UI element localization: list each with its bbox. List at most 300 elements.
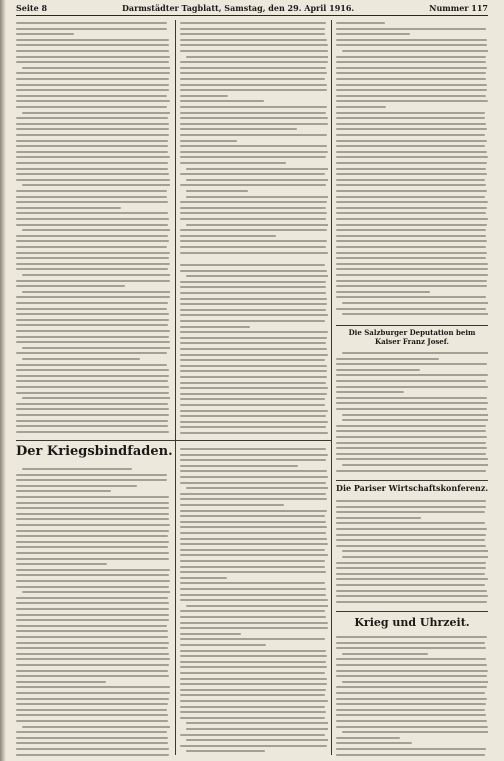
masthead: Darmstädter Tagblatt, Samstag, den 29. April 1916. <box>121 3 355 13</box>
text-line <box>336 33 410 35</box>
text-line <box>342 731 488 733</box>
text-line <box>180 410 328 412</box>
text-line <box>180 33 325 35</box>
text-line <box>336 720 487 722</box>
text-line <box>336 408 487 410</box>
text-line <box>336 179 485 181</box>
text-line <box>186 190 248 192</box>
text-line <box>16 658 170 660</box>
text-line <box>16 212 168 214</box>
text-line <box>336 698 487 700</box>
text-line <box>336 168 486 170</box>
text-line <box>336 374 488 376</box>
text-line <box>16 190 167 192</box>
text-line <box>16 675 169 677</box>
text-line <box>336 112 485 114</box>
text-line <box>186 722 328 724</box>
text-line <box>336 67 487 69</box>
text-line <box>336 84 487 86</box>
text-line <box>180 264 325 266</box>
text-line <box>180 67 326 69</box>
text-line <box>16 375 169 377</box>
text-line <box>180 84 327 86</box>
text-line <box>180 426 326 428</box>
text-line <box>16 257 169 259</box>
text-line <box>16 414 169 416</box>
text-line <box>336 235 486 237</box>
text-line <box>336 402 488 404</box>
text-line <box>16 330 170 332</box>
text-line <box>336 134 485 136</box>
text-line <box>16 714 168 716</box>
text-line <box>16 748 169 750</box>
text-line <box>180 246 326 248</box>
text-line <box>336 78 486 80</box>
text-line <box>16 664 169 666</box>
text-line <box>336 274 488 276</box>
page-header <box>16 3 488 16</box>
text-line <box>336 675 487 677</box>
text-line <box>180 610 325 612</box>
page-label: Seite 8 <box>16 3 48 13</box>
deputation-title: Die Salzburger Deputation beim Kaiser Franz Josef. <box>348 328 476 346</box>
text-line <box>186 224 328 226</box>
text-line <box>180 348 327 350</box>
text-line <box>16 22 167 24</box>
text-line <box>16 386 169 388</box>
text-line <box>180 382 326 384</box>
text-line <box>336 369 420 371</box>
text-line <box>16 742 168 744</box>
text-line <box>16 117 168 119</box>
section-rule <box>336 325 488 326</box>
text-line <box>16 496 169 498</box>
text-line <box>16 485 137 487</box>
text-line <box>186 56 328 58</box>
text-line <box>186 605 328 607</box>
text-line <box>16 630 168 632</box>
text-line <box>180 526 327 528</box>
text-line <box>342 550 488 552</box>
text-line <box>16 173 169 175</box>
text-line <box>180 706 325 708</box>
text-line <box>180 184 326 186</box>
text-line <box>16 240 169 242</box>
column-3-wirtschaft-text <box>336 498 488 606</box>
text-line <box>336 56 486 58</box>
text-line <box>180 711 326 713</box>
text-line <box>22 358 140 360</box>
text-line <box>16 33 74 35</box>
text-line <box>342 414 488 416</box>
text-line <box>336 358 439 360</box>
text-line <box>180 510 327 512</box>
text-line <box>180 700 328 702</box>
text-line <box>16 28 167 30</box>
text-line <box>180 100 264 102</box>
text-line <box>180 459 326 461</box>
text-line <box>16 50 169 52</box>
text-line <box>16 218 169 220</box>
text-line <box>16 72 170 74</box>
text-line <box>16 619 169 621</box>
text-line <box>336 714 486 716</box>
text-line <box>16 490 111 492</box>
section-rule <box>16 440 331 441</box>
text-line <box>180 151 328 153</box>
text-line <box>16 569 170 571</box>
text-line <box>336 72 486 74</box>
text-line <box>180 476 328 478</box>
text-line <box>180 61 328 63</box>
text-line <box>180 661 326 663</box>
text-line <box>180 134 327 136</box>
text-line <box>336 128 487 130</box>
text-line <box>16 89 169 91</box>
text-line <box>336 545 486 547</box>
text-line <box>16 681 106 683</box>
text-line <box>336 567 486 569</box>
column-2-top-text <box>180 20 328 255</box>
text-line <box>180 365 327 367</box>
text-line <box>16 95 167 97</box>
text-line <box>16 364 167 366</box>
text-line <box>180 465 298 467</box>
text-line <box>336 117 485 119</box>
text-line <box>16 541 169 543</box>
text-line <box>336 190 487 192</box>
text-line <box>180 173 325 175</box>
text-line <box>180 370 327 372</box>
text-line <box>180 342 326 344</box>
text-line <box>336 670 488 672</box>
text-line <box>16 145 168 147</box>
text-line <box>180 359 325 361</box>
text-line <box>336 590 487 592</box>
text-line <box>336 89 487 91</box>
text-line <box>180 694 325 696</box>
text-line <box>186 750 265 752</box>
text-line <box>180 156 326 158</box>
text-line <box>336 703 486 705</box>
text-line <box>336 212 486 214</box>
text-line <box>336 151 487 153</box>
text-line <box>16 408 169 410</box>
text-line <box>180 594 326 596</box>
text-line <box>22 67 170 69</box>
text-line <box>336 584 485 586</box>
text-line <box>180 745 327 747</box>
text-line <box>336 291 430 293</box>
text-line <box>180 286 326 288</box>
text-line <box>16 156 170 158</box>
text-line <box>16 709 167 711</box>
text-line <box>22 184 170 186</box>
text-line <box>336 145 485 147</box>
text-line <box>180 588 326 590</box>
text-line <box>180 320 325 322</box>
text-line <box>180 292 326 294</box>
text-line <box>16 341 170 343</box>
text-line <box>180 666 327 668</box>
text-line <box>16 100 170 102</box>
text-line <box>336 647 486 649</box>
text-line <box>336 106 386 108</box>
column-2-middle-text <box>180 262 328 437</box>
text-line <box>180 281 326 283</box>
text-line <box>336 140 487 142</box>
text-line <box>16 636 168 638</box>
text-line <box>180 354 328 356</box>
text-line <box>180 326 250 328</box>
text-line <box>336 207 487 209</box>
text-line <box>180 376 327 378</box>
text-line <box>180 554 328 556</box>
text-line <box>180 270 327 272</box>
text-line <box>180 734 325 736</box>
text-line <box>16 352 167 354</box>
text-line <box>180 415 326 417</box>
text-line <box>16 552 169 554</box>
text-line <box>180 650 326 652</box>
column-3-deputation-text <box>336 350 488 475</box>
text-line <box>180 582 325 584</box>
text-line <box>336 196 485 198</box>
text-line <box>180 599 328 601</box>
text-line <box>342 419 488 421</box>
text-line <box>16 502 169 504</box>
text-line <box>342 313 488 315</box>
text-line <box>336 61 486 63</box>
text-line <box>16 140 168 142</box>
text-line <box>180 128 297 130</box>
text-line <box>16 179 170 181</box>
text-line <box>180 633 241 635</box>
text-line <box>336 709 485 711</box>
text-line <box>180 644 266 646</box>
text-line <box>336 601 487 603</box>
column-1-bottom-text <box>16 466 170 756</box>
text-line <box>16 737 168 739</box>
text-line <box>186 168 328 170</box>
text-line <box>16 78 169 80</box>
text-line <box>16 308 167 310</box>
text-line <box>16 319 169 321</box>
text-line <box>336 363 487 365</box>
text-line <box>336 201 488 203</box>
issue-number: Nummer 117 <box>429 3 488 13</box>
text-line <box>16 625 167 627</box>
column-3-uhrzeit-text <box>336 634 488 756</box>
text-line <box>336 22 385 24</box>
text-line <box>22 468 132 470</box>
text-line <box>336 224 487 226</box>
text-line <box>180 560 325 562</box>
text-line <box>342 302 488 304</box>
text-line <box>336 397 487 399</box>
text-line <box>16 530 169 532</box>
text-line <box>180 39 327 41</box>
text-line <box>336 391 404 393</box>
text-line <box>16 252 170 254</box>
text-line <box>180 549 325 551</box>
text-line <box>336 252 487 254</box>
text-line <box>336 95 486 97</box>
text-line <box>336 453 486 455</box>
text-line <box>180 140 237 142</box>
text-line <box>16 369 169 371</box>
text-line <box>180 331 328 333</box>
text-line <box>16 602 169 604</box>
text-line <box>336 240 487 242</box>
text-line <box>180 112 326 114</box>
text-line <box>16 313 169 315</box>
text-line <box>16 703 168 705</box>
text-line <box>180 543 328 545</box>
text-line <box>16 106 167 108</box>
text-line <box>180 145 327 147</box>
text-line <box>22 112 170 114</box>
text-line <box>180 638 325 640</box>
text-line <box>336 263 488 265</box>
text-line <box>336 44 487 46</box>
text-line <box>180 309 326 311</box>
text-line <box>16 731 167 733</box>
text-line <box>180 106 327 108</box>
text-line <box>16 123 169 125</box>
text-line <box>186 275 328 277</box>
text-line <box>336 539 485 541</box>
text-line <box>180 212 327 214</box>
text-line <box>180 162 286 164</box>
text-line <box>16 296 170 298</box>
text-line <box>336 528 487 530</box>
text-line <box>180 240 327 242</box>
uhrzeit-title: Krieg und Uhrzeit. <box>354 616 470 629</box>
text-line <box>16 285 125 287</box>
text-line <box>16 168 168 170</box>
text-line <box>342 653 428 655</box>
text-line <box>16 653 169 655</box>
column-2-bottom-text <box>180 446 328 756</box>
text-line <box>16 420 168 422</box>
text-line <box>16 479 167 481</box>
text-line <box>342 50 488 52</box>
text-line <box>336 562 486 564</box>
section-rule <box>336 480 488 481</box>
text-line <box>16 128 169 130</box>
text-line <box>336 658 486 660</box>
text-line <box>16 196 167 198</box>
text-line <box>16 268 168 270</box>
text-line <box>186 179 328 181</box>
text-line <box>16 720 168 722</box>
text-line <box>16 39 169 41</box>
text-line <box>336 162 487 164</box>
text-line <box>336 737 400 739</box>
section-rule <box>336 611 488 612</box>
text-line <box>180 432 328 434</box>
text-line <box>180 44 328 46</box>
text-line <box>16 207 121 209</box>
text-line <box>336 436 487 438</box>
text-line <box>180 717 325 719</box>
text-line <box>16 507 169 509</box>
text-line <box>336 726 488 728</box>
text-line <box>16 280 170 282</box>
text-line <box>16 151 168 153</box>
text-line <box>180 616 326 618</box>
text-line <box>16 235 168 237</box>
text-line <box>16 263 170 265</box>
text-line <box>180 22 326 24</box>
text-line <box>16 224 168 226</box>
text-line <box>16 642 169 644</box>
text-line <box>342 556 488 558</box>
text-line <box>180 28 325 30</box>
text-line <box>16 535 168 537</box>
text-line <box>180 672 325 674</box>
text-line <box>16 56 170 58</box>
column-rule-1 <box>175 20 176 755</box>
text-line <box>180 454 328 456</box>
text-line <box>336 686 487 688</box>
text-line <box>336 28 486 30</box>
text-line <box>16 513 169 515</box>
text-line <box>16 586 169 588</box>
text-line <box>336 285 487 287</box>
text-line <box>336 748 486 750</box>
text-line <box>336 578 488 580</box>
text-line <box>180 50 328 52</box>
text-line <box>16 670 168 672</box>
text-line <box>16 61 169 63</box>
text-line <box>180 421 328 423</box>
text-line <box>16 44 169 46</box>
text-line <box>16 324 168 326</box>
text-line <box>336 425 486 427</box>
text-line <box>16 431 169 433</box>
text-line <box>180 566 325 568</box>
text-line <box>180 235 276 237</box>
text-line <box>180 571 326 573</box>
text-line <box>336 442 486 444</box>
text-line <box>180 532 326 534</box>
text-line <box>22 274 170 276</box>
text-line <box>180 521 326 523</box>
text-line <box>180 298 327 300</box>
text-line <box>16 563 107 565</box>
text-line <box>180 504 284 506</box>
text-line <box>16 580 170 582</box>
text-line <box>342 352 488 354</box>
text-line <box>180 89 327 91</box>
column-rule-2 <box>331 20 332 755</box>
page-shadow-edge <box>0 0 6 761</box>
text-line <box>180 218 326 220</box>
kriegsbindfaden-title: Der Kriegsbindfaden. <box>16 444 173 459</box>
text-line <box>336 522 485 524</box>
text-line <box>16 558 169 560</box>
text-line <box>180 252 328 254</box>
text-line <box>22 291 170 293</box>
text-line <box>186 487 328 489</box>
text-line <box>336 642 485 644</box>
text-line <box>22 726 170 728</box>
text-line <box>22 591 170 593</box>
text-line <box>180 689 326 691</box>
text-line <box>180 314 328 316</box>
